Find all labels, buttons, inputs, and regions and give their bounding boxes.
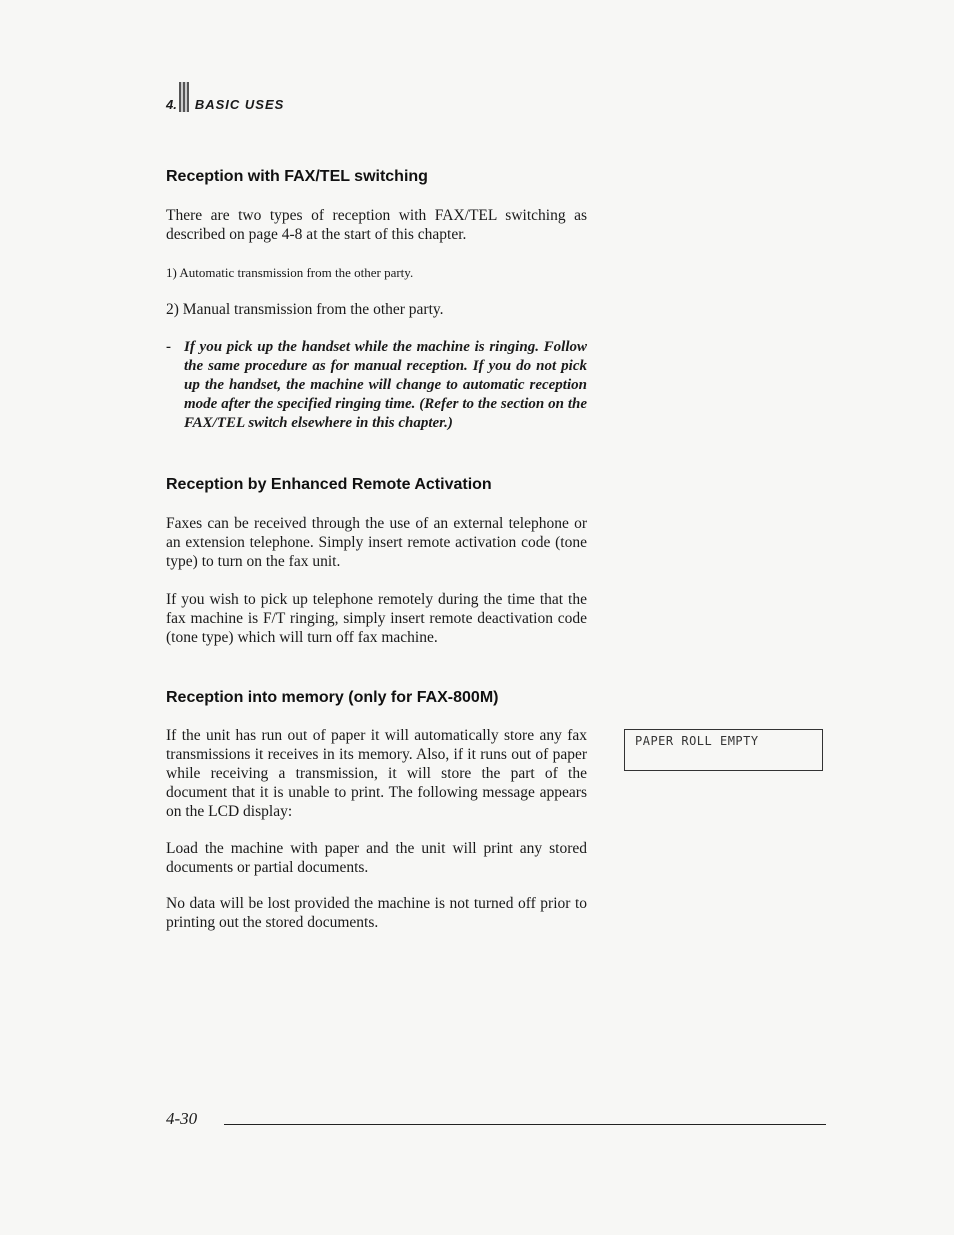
- page-number: 4-30: [166, 1109, 198, 1128]
- faxtel-item-1: 1) Automatic transmission from the other party.: [166, 265, 414, 280]
- remote-para-1: Faxes can be received through the use of an external telephone or an extension telephone. Simply insert remote activation code (tone type) to turn on the fax unit.: [166, 515, 587, 570]
- lcd-display: [624, 729, 823, 771]
- note-dash: -: [166, 339, 171, 355]
- chapter-marker-icon: [179, 82, 189, 112]
- remote-para-2: If you wish to pick up telephone remotely during the time that the fax machine is F/T ringing, simply insert remote deactivation code (tone type) which will turn off fax machine.: [166, 591, 587, 646]
- heading-remote: Reception by Enhanced Remote Activation: [166, 476, 492, 493]
- heading-memory: Reception into memory (only for FAX-800M): [166, 689, 499, 706]
- chapter-number: 4.: [166, 97, 177, 112]
- faxtel-intro: There are two types of reception with FAX/TEL switching as described on page 4-8 at the start of this chapter.: [166, 207, 587, 243]
- note-text: If you pick up the handset while the machine is ringing. Follow the same procedure as for manual reception. If you do not pick up the handset, the machine will change to automatic reception mode after the specified ringing time. (Refer to the section on the FAX/TEL switch elsewhere in this chapter.): [184, 339, 587, 431]
- lcd-message: PAPER ROLL EMPTY: [635, 734, 759, 748]
- faxtel-item-2: 2) Manual transmission from the other party.: [166, 301, 444, 318]
- footer-rule: [224, 1124, 826, 1125]
- chapter-header: [166, 80, 284, 112]
- memory-para-1: If the unit has run out of paper it will automatically store any fax transmissions it receives in its memory. Also, if it runs out of paper while receiving a transmission, it will store the part of the document that it is unable to print. The following message appears on the LCD display:: [166, 727, 587, 820]
- memory-para-3: No data will be lost provided the machine is not turned off prior to printing out the stored documents.: [166, 895, 587, 931]
- memory-para-2: Load the machine with paper and the unit will print any stored documents or partial documents.: [166, 840, 587, 876]
- faxtel-note: [166, 338, 587, 433]
- heading-faxtel: Reception with FAX/TEL switching: [166, 168, 428, 185]
- chapter-title: BASIC USES: [194, 97, 285, 112]
